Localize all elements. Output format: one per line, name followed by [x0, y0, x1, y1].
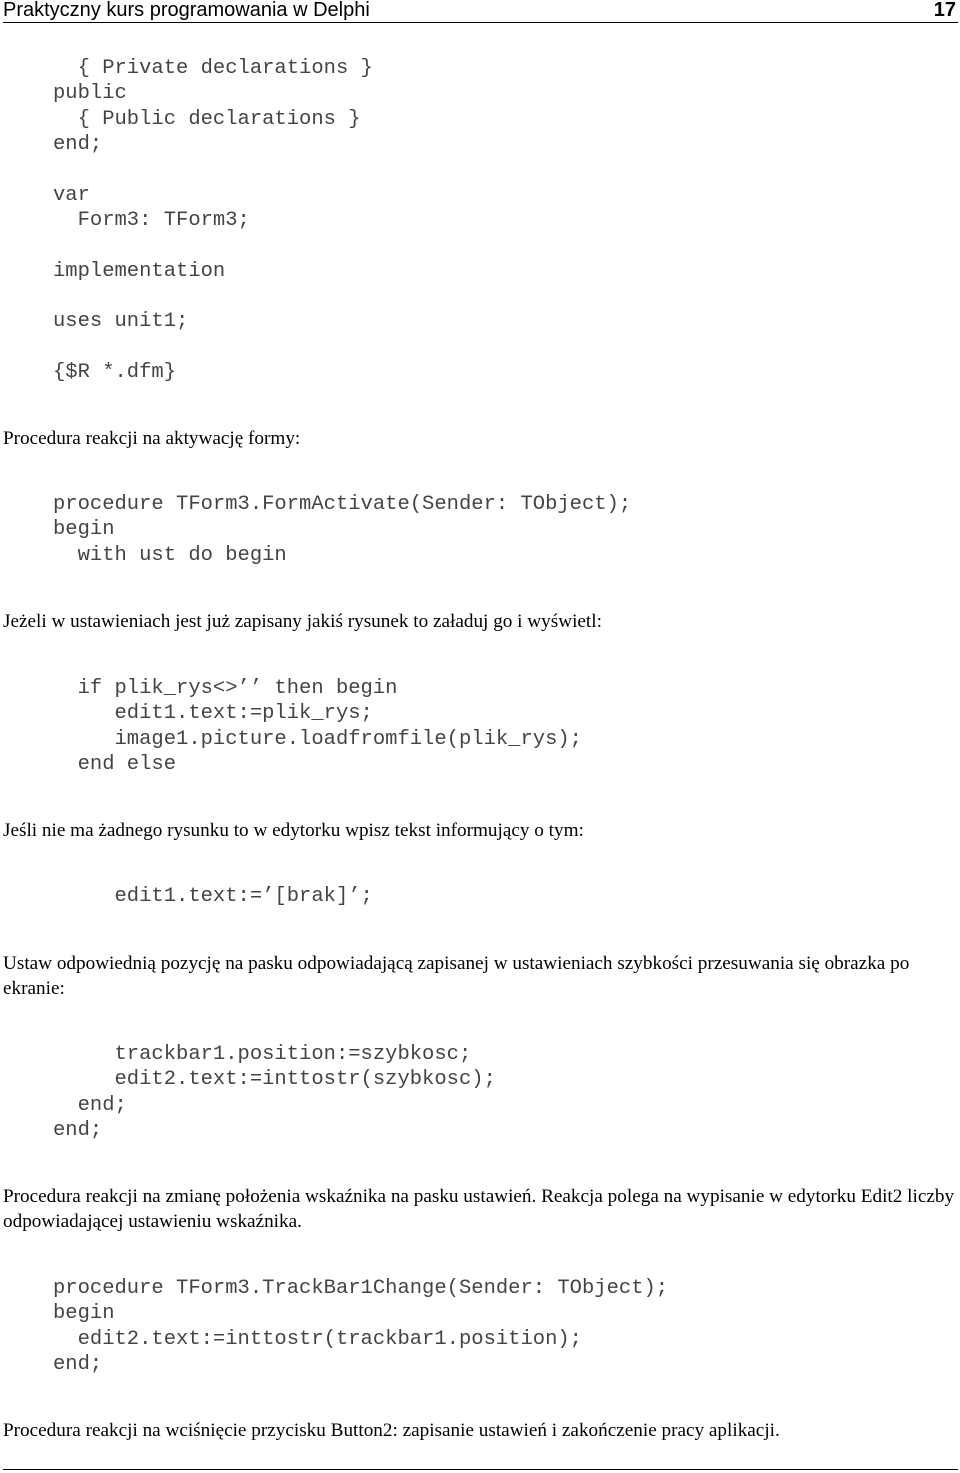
code-block-implementation	[53, 259, 225, 284]
code-line: edit2.text:=inttostr(trackbar1.position);	[53, 1327, 582, 1351]
code-line: edit2.text:=inttostr(szybkosc);	[53, 1068, 496, 1092]
code-block-resource	[53, 360, 176, 385]
code-block-var	[53, 183, 250, 234]
code-block-trackbar-change	[53, 1276, 668, 1378]
page-number: 17	[933, 0, 956, 21]
code-line: Form3: TForm3;	[53, 209, 250, 233]
running-title: Praktyczny kurs programowania w Delphi	[3, 0, 370, 21]
code-line: procedure TForm3.FormActivate(Sender: TObject);	[53, 493, 632, 516]
code-line: begin	[53, 1302, 115, 1326]
paragraph-form-activate: Procedura reakcji na aktywację formy:	[3, 428, 301, 449]
code-line: if plik_rys<>’’ then begin	[53, 677, 398, 700]
code-line: end;	[53, 1093, 127, 1117]
code-block-uses	[53, 309, 188, 334]
code-block-form-activate	[53, 492, 631, 568]
code-line: implementation	[53, 260, 226, 283]
code-line: end;	[53, 1119, 103, 1143]
code-line: end;	[53, 133, 103, 157]
code-line: trackbar1.position:=szybkosc;	[53, 1043, 472, 1066]
code-line: procedure TForm3.TrackBar1Change(Sender: TObject);	[53, 1277, 669, 1300]
code-line: end;	[53, 1353, 103, 1377]
paragraph-trackbar-position: Ustaw odpowiednią pozycję na pasku odpowiadającą zapisanej w ustawieniach szybkości przesuwania się obrazka po ekranie:	[3, 953, 910, 1000]
code-line: { Public declarations }	[53, 107, 361, 131]
code-line: var	[53, 184, 90, 207]
code-line: uses unit1;	[53, 310, 189, 333]
code-line: public	[53, 82, 127, 106]
paragraph-button2: Procedura reakcji na wciśnięcie przycisku Button2: zapisanie ustawień i zakończenie pracy aplikacji.	[3, 1420, 780, 1441]
code-line: {$R *.dfm}	[53, 361, 177, 384]
code-block-no-image	[53, 884, 373, 909]
code-line: image1.picture.loadfromfile(plik_rys);	[53, 727, 582, 751]
code-block-private-public	[53, 56, 373, 158]
code-line: end else	[53, 753, 177, 777]
paragraph-load-image: Jeżeli w ustawieniach jest już zapisany jakiś rysunek to załaduj go i wyświetl:	[3, 611, 602, 632]
code-line: edit1.text:=plik_rys;	[53, 702, 373, 726]
code-line: with ust do begin	[53, 543, 287, 567]
code-line: begin	[53, 518, 115, 542]
code-line: { Private declarations }	[53, 57, 373, 80]
code-block-trackbar-position	[53, 1042, 496, 1144]
paragraph-no-image: Jeśli nie ma żadnego rysunku to w edytorku wpisz tekst informujący o tym:	[3, 820, 584, 841]
code-line: edit1.text:=’[brak]’;	[53, 885, 373, 908]
page-header	[3, 0, 958, 23]
footer-rule	[3, 1469, 958, 1470]
paragraph-trackbar-change: Procedura reakcji na zmianę położenia wskaźnika na pasku ustawień. Reakcja polega na wypisanie w edytorku Edit2 liczby odpowiadającej ustawieniu wskaźnika.	[3, 1186, 955, 1233]
code-block-load-image	[53, 676, 582, 778]
